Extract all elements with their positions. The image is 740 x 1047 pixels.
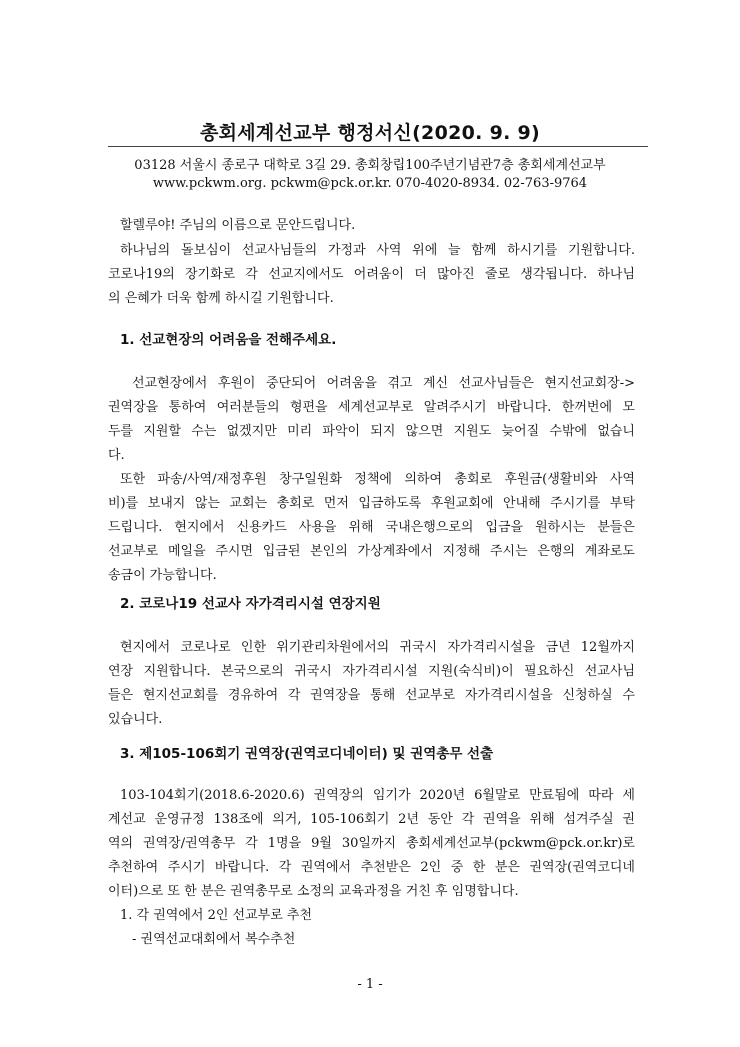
title-divider	[108, 146, 648, 147]
intro-line: 의 은혜가 더욱 함께 하시길 기원합니다.	[108, 291, 334, 306]
intro-line: 하나님의 돌보심이 선교사님들의 가정과 사역 위에 늘 함께 하시기를 기원합니다.	[120, 243, 635, 258]
body-line: 이터)으로 또 한 분은 권역총무로 소정의 교육과정을 거친 후 임명합니다.	[108, 884, 519, 899]
section-heading: 1. 선교현장의 어려움을 전해주세요.	[120, 332, 337, 348]
body-line: 있습니다.	[108, 712, 163, 727]
body-line: 역의 권역장/권역총무 각 1명을 9월 30일까지 총회세계선교부(pckwm@pck.or.kr)로	[108, 836, 635, 851]
contact-line: www.pckwm.org. pckwm@pck.or.kr. 070-4020-8934. 02-763-9764	[152, 176, 588, 191]
body-line: 선교현장에서 후원이 중단되어 어려움을 겪고 계신 선교사님들은 현지선교회장->	[132, 376, 635, 391]
document-title: 총회세계선교부 행정서신(2020. 9. 9)	[199, 122, 541, 144]
body-line: 계선교 운영규정 138조에 의거, 105-106회기 2년 동안 각 권역을 위해 섬겨주실 권	[108, 812, 635, 827]
body-line: 103-104회기(2018.6-2020.6) 권역장의 임기가 2020년 6월말로 만료됨에 따라 세	[120, 788, 635, 803]
body-line: 또한 파송/사역/재정후원 창구일원화 정책에 의하여 총회로 후원금(생활비와 사역	[120, 472, 635, 487]
section-heading: 3. 제105-106회기 권역장(권역코디네이터) 및 권역총무 선출	[120, 746, 494, 762]
body-line: 비)를 보내지 않는 교회는 총회로 먼저 입금하도록 후원교회에 안내해 주시기를 부탁	[108, 496, 635, 511]
body-line: 현지에서 코로나로 인한 위기관리차원에서의 귀국시 자가격리시설을 금년 12월까지	[120, 640, 635, 655]
body-line: 권역장을 통하여 여러분들의 형편을 세계선교부로 알려주시기 바랍니다. 한꺼번에 모	[108, 400, 635, 415]
intro-line: 코로나19의 장기화로 각 선교지에서도 어려움이 더 많아진 줄로 생각됩니다. 하나님	[108, 267, 635, 282]
list-subitem: - 권역선교대회에서 복수추천	[132, 932, 296, 947]
body-line: 송금이 가능합니다.	[108, 568, 217, 583]
body-line: 다.	[108, 448, 125, 463]
list-item: 1. 각 권역에서 2인 선교부로 추천	[120, 908, 313, 923]
page-number: - 1 -	[357, 977, 383, 992]
section-heading: 2. 코로나19 선교사 자가격리시설 연장지원	[120, 596, 381, 612]
body-line: 두를 지원할 수는 없겠지만 미리 파악이 되지 않으면 지원도 늦어질 수밖에 없습니	[108, 424, 635, 439]
address-line: 03128 서울시 종로구 대학로 3길 29. 총회창립100주년기념관7층 총회세계선교부	[134, 158, 606, 173]
body-line: 선교부로 메일을 주시면 입금된 본인의 가상계좌에서 지정해 주시는 은행의 계좌로도	[108, 544, 635, 559]
body-line: 드립니다. 현지에서 신용카드 사용을 위해 국내은행으로의 입금을 원하시는 분들은	[108, 520, 635, 535]
body-line: 추천하여 주시기 바랍니다. 각 권역에서 추천받은 2인 중 한 분은 권역장(권역코디네	[108, 860, 635, 875]
intro-line: 할렐루야! 주님의 이름으로 문안드립니다.	[120, 218, 356, 233]
body-line: 연장 지원합니다. 본국으로의 귀국시 자가격리시설 지원(숙식비)이 필요하신 선교사님	[108, 664, 635, 679]
body-line: 들은 현지선교회를 경유하여 각 권역장을 통해 선교부로 자가격리시설을 신청하실 수	[108, 688, 635, 703]
